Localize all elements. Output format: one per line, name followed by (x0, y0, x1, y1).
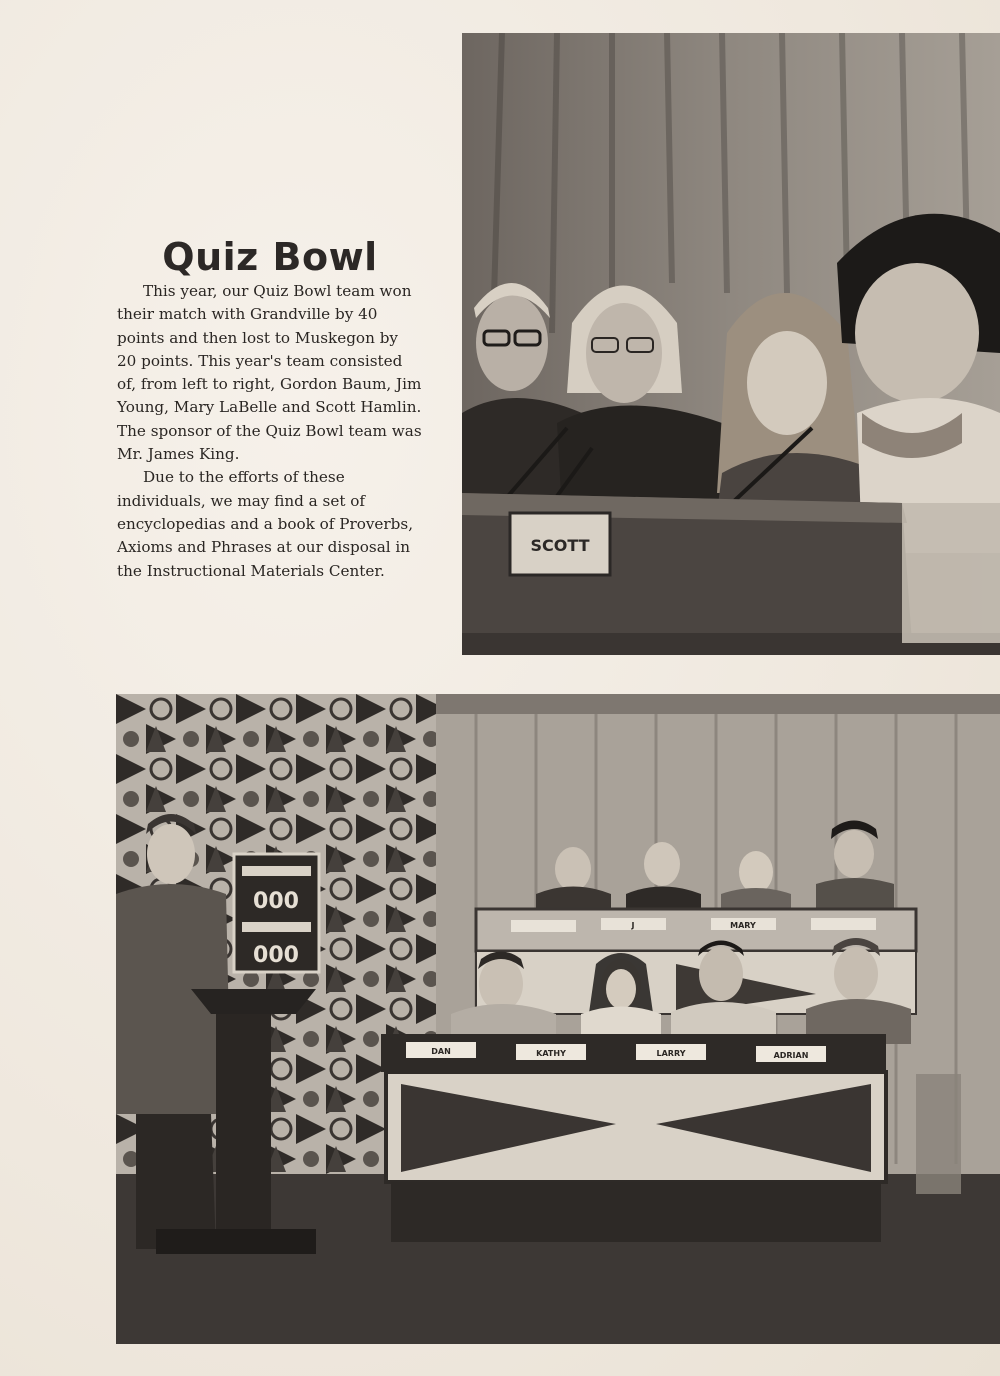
team-closeup-photo (462, 33, 1000, 655)
scoreboard (234, 854, 319, 972)
front-desk (381, 1034, 886, 1242)
article-body (117, 280, 422, 583)
back-nameplate-2: J (631, 921, 635, 930)
nameplate-scott: SCOTT (530, 536, 590, 555)
page-title: Quiz Bowl (162, 235, 378, 280)
front-nameplate-kathy: KATHY (536, 1049, 566, 1058)
front-nameplate-larry: LARRY (656, 1049, 686, 1058)
score-team-1: 000 (253, 889, 299, 914)
quiz-studio-illustration (116, 694, 1000, 1344)
quiz-studio-photo (116, 694, 1000, 1344)
front-nameplate-dan: DAN (431, 1047, 451, 1056)
score-team-2: 000 (253, 943, 299, 968)
team-closeup-illustration (462, 33, 1000, 655)
paragraph-2: Due to the efforts of these individuals, we may find a set of encyclopedias and a book of Proverbs, Axioms and Phrases at our disposal in the Instructional Materials Center. (117, 468, 414, 580)
front-nameplate-adrian: ADRIAN (773, 1051, 809, 1060)
paragraph-1: This year, our Quiz Bowl team won their match with Grandville by 40 points and then lost to Muskegon by 20 points. This year's team consisted of, from left to right, Gordon Baum, Jim Young, Mary LaBelle and Scott Hamlin. The sponsor of the Quiz Bowl team was Mr. James King. (117, 282, 422, 464)
back-nameplate-3: MARY (730, 921, 756, 930)
